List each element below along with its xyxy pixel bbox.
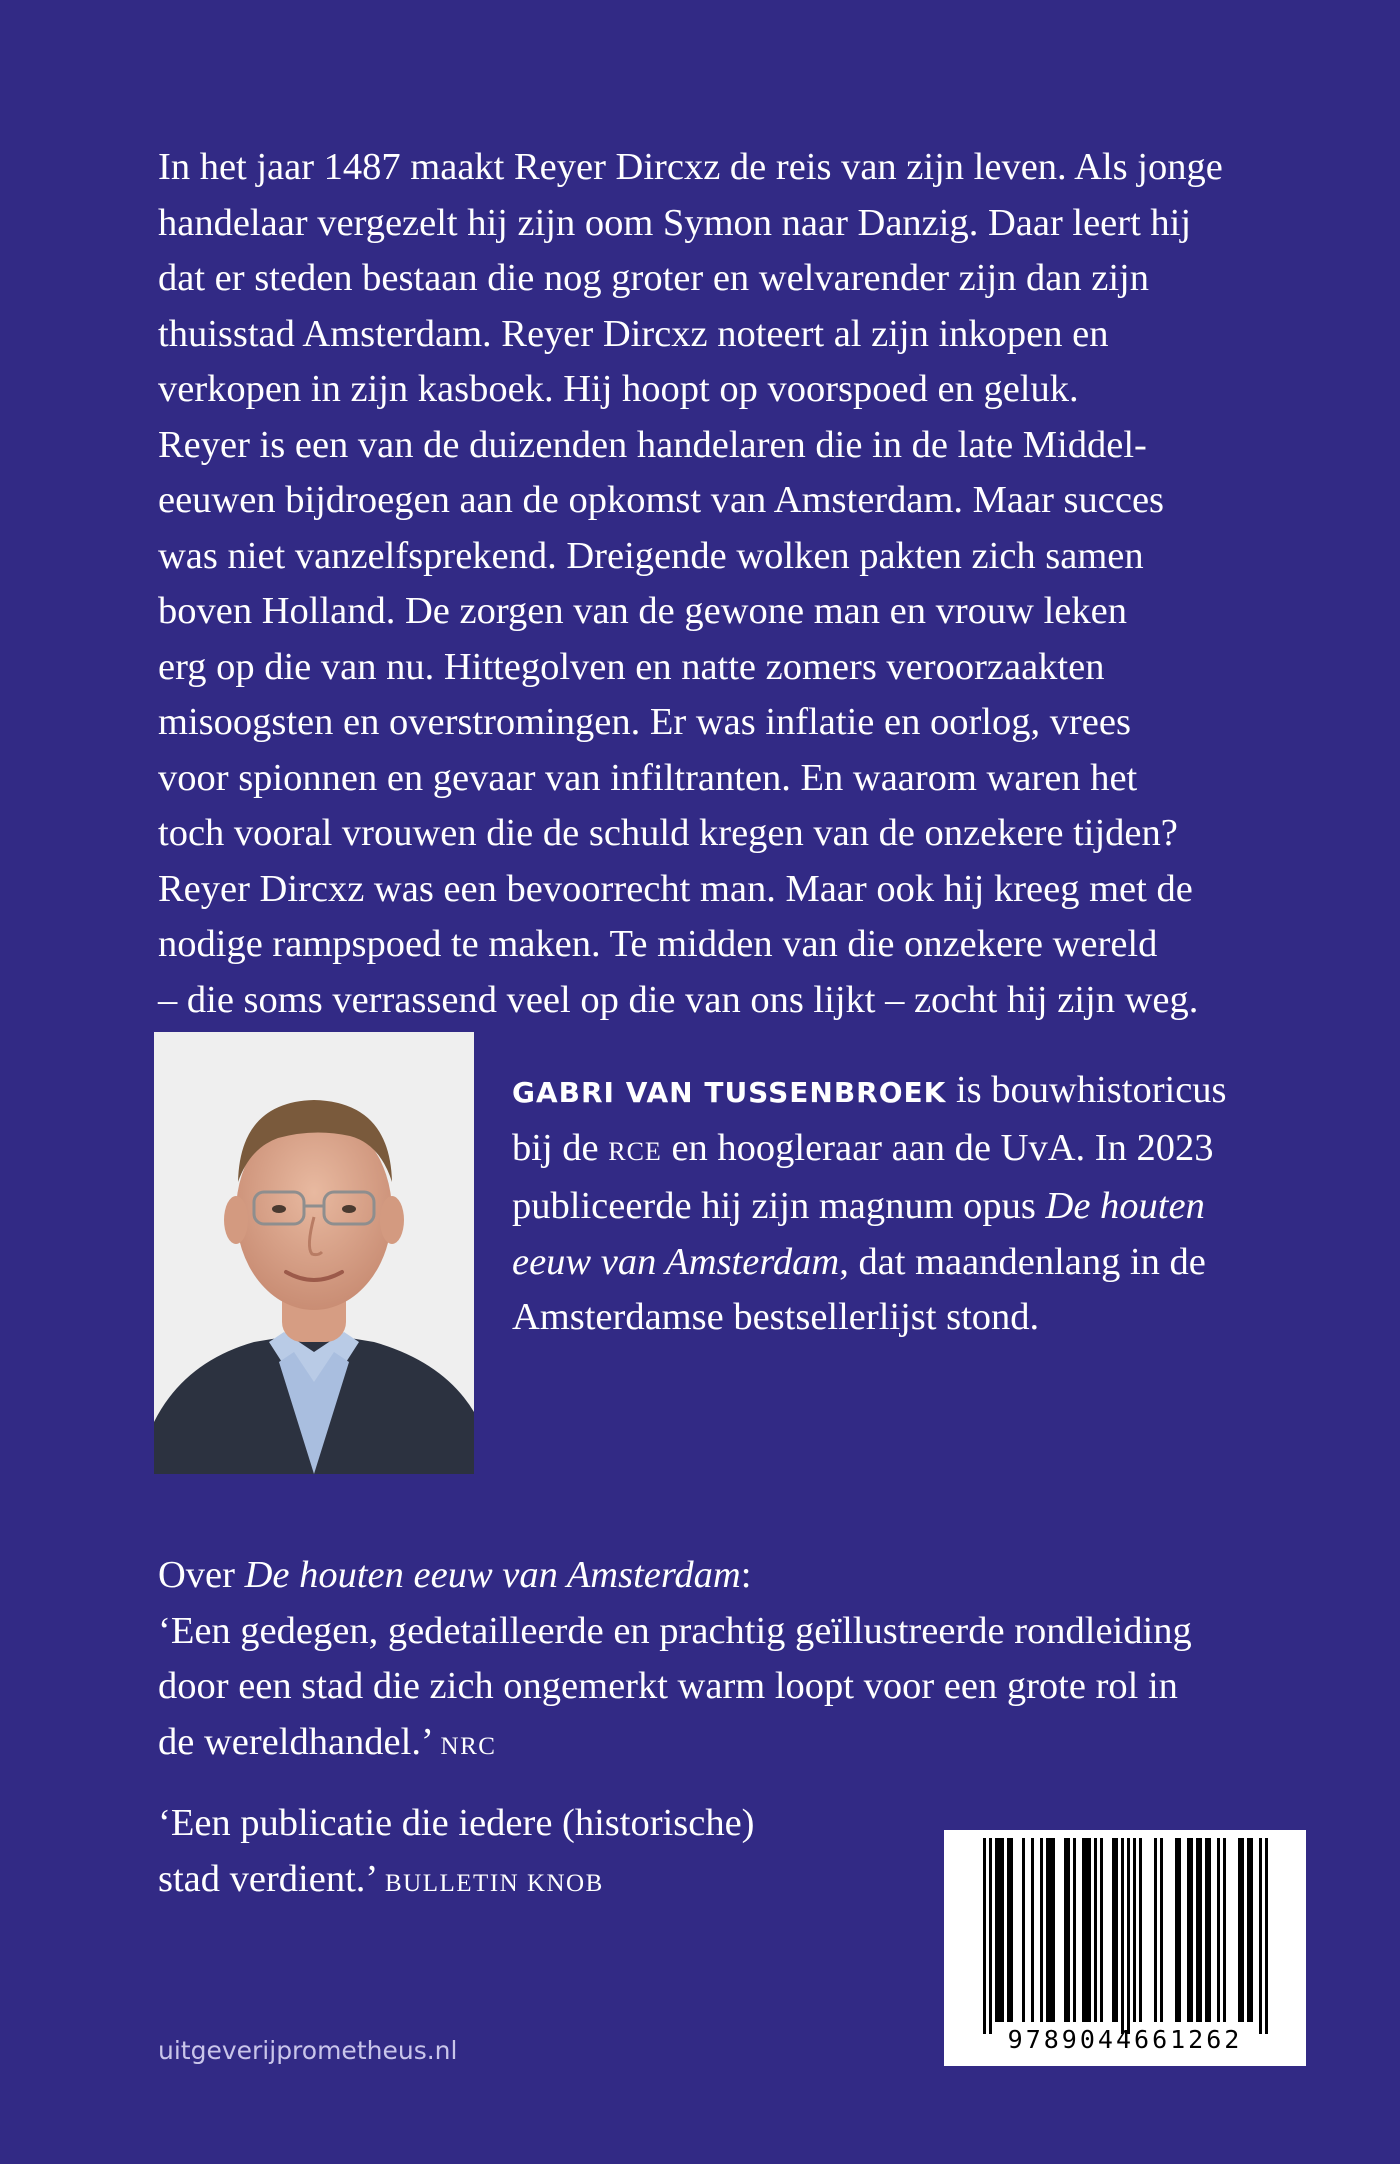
- blurb-line: boven Holland. De zorgen van de gewone man en vrouw leken: [158, 590, 1127, 632]
- barcode-bar: [1046, 1838, 1049, 2022]
- author-name: GABRI VAN TUSSENBROEK: [512, 1076, 947, 1109]
- bio-line: [512, 1235, 1332, 1291]
- quote-line: ‘Een publicatie die iedere (historische): [158, 1802, 755, 1844]
- barcode-bar: [1127, 1838, 1130, 2034]
- blurb-line: Reyer Dircxz was een bevoorrecht man. Maar ook hij kreeg met de: [158, 867, 1193, 910]
- barcode-bar: [1121, 1838, 1124, 2034]
- blurb-line: handelaar vergezelt hij zijn oom Symon naar Danzig. Daar leert hij: [158, 201, 1192, 244]
- quote-source: BULLETIN KNOB: [385, 1869, 604, 1897]
- barcode-bar: [995, 1838, 998, 2022]
- barcode-bar: [1115, 1838, 1118, 2022]
- barcode-bar: [1052, 1838, 1055, 2022]
- barcode-bar: [1199, 1838, 1202, 2022]
- bio-line: [512, 1063, 1332, 1121]
- barcode-bar: [1175, 1838, 1178, 2022]
- quote-spacer: [158, 1774, 1338, 1796]
- isbn-number: 9789044661262: [1007, 2025, 1243, 2054]
- blurb-line: toch vooral vrouwen die de schuld kregen van de onzekere tijden?: [158, 812, 1178, 854]
- quote-line: [158, 1715, 1338, 1775]
- barcode-bar: [1196, 1838, 1199, 2022]
- blurb-text: [158, 140, 1298, 1028]
- quote-line: door een stad die zich ongemerkt warm loopt voor een grote rol in: [158, 1665, 1178, 1707]
- barcode-bar: [1238, 1838, 1241, 2022]
- blurb-line: misoogsten en overstromingen. Er was inflatie en oorlog, vrees: [158, 701, 1131, 743]
- blurb-line: was niet vanzelfsprekend. Dreigende wolken pakten zich samen: [158, 534, 1144, 577]
- barcode-bar: [1049, 1838, 1052, 2022]
- blurb-line: Reyer is een van de duizenden handelaren die in de late Middel-: [158, 423, 1147, 466]
- barcode-bar: [1085, 1838, 1088, 2022]
- barcode-bar: [1259, 1838, 1262, 2034]
- isbn-barcode: [944, 1830, 1306, 2066]
- author-photo: [154, 1032, 474, 1474]
- barcode-bar: [1007, 1838, 1010, 2022]
- barcode-bar: [1001, 1838, 1004, 2022]
- blurb-line: nodige rampspoed te maken. Te midden van die onzekere wereld: [158, 923, 1158, 965]
- bio-line: [512, 1179, 1332, 1235]
- reviews-intro: [158, 1548, 1338, 1604]
- barcode-bar: [1022, 1838, 1025, 2022]
- barcode-bar: [1241, 1838, 1244, 2022]
- barcode-bar: [1133, 1838, 1136, 2022]
- barcode-bar: [1223, 1838, 1226, 2022]
- book-title: eeuw van Amsterdam: [512, 1240, 840, 1283]
- book-title: De houten: [1045, 1185, 1205, 1227]
- quote-text: stad verdient.’: [158, 1857, 385, 1900]
- bio-text: publiceerde hij zijn magnum opus: [512, 1185, 1046, 1227]
- blurb-line: thuisstad Amsterdam. Reyer Dircxz noteert al zijn inkopen en: [158, 312, 1109, 355]
- bio-text: en hoogleraar aan de UvA. In 2023: [661, 1126, 1214, 1169]
- barcode-bar: [1154, 1838, 1157, 2022]
- bio-text: , dat maandenlang in de: [839, 1240, 1206, 1283]
- publisher-website[interactable]: uitgeverijprometheus.nl: [158, 2036, 458, 2065]
- barcode-bar: [1040, 1838, 1043, 2022]
- bio-text: is bouwhistoricus: [946, 1069, 1227, 1111]
- quote-line: ‘Een gedegen, gedetailleerde en prachtig geïllustreerde rondleiding: [158, 1609, 1192, 1652]
- barcode-bar: [983, 1838, 986, 2034]
- barcode-bar: [1190, 1838, 1193, 2022]
- quote-text: de wereldhandel.’: [158, 1720, 441, 1763]
- barcode-bar: [1250, 1838, 1253, 2022]
- barcode-bar: [998, 1838, 1001, 2022]
- blurb-line: dat er steden bestaan die nog groter en welvarender zijn dan zijn: [158, 257, 1149, 299]
- blurb-line: erg op die van nu. Hittegolven en natte zomers veroorzaakten: [158, 645, 1105, 688]
- barcode-bar: [1112, 1838, 1115, 2022]
- barcode-bar: [1160, 1838, 1163, 2022]
- barcode-bar: [1088, 1838, 1091, 2022]
- barcode-bar: [1100, 1838, 1103, 2022]
- barcode-bar: [1073, 1838, 1076, 2022]
- author-portrait-illustration: [154, 1032, 474, 1474]
- blurb-line: In het jaar 1487 maakt Reyer Dircxz de reis van zijn leven. Als jonge: [158, 146, 1223, 188]
- barcode-bar: [1064, 1838, 1067, 2022]
- barcode-bar: [989, 1838, 992, 2034]
- barcode-bar: [1067, 1838, 1070, 2022]
- bio-line: [512, 1121, 1332, 1180]
- bio-text: bij de: [512, 1126, 609, 1169]
- barcode-bar: [1247, 1838, 1250, 2022]
- blurb-line: eeuwen bijdroegen aan de opkomst van Amsterdam. Maar succes: [158, 479, 1165, 521]
- quote-source: NRC: [440, 1732, 497, 1760]
- barcode-bar: [1139, 1838, 1142, 2022]
- barcode-bar: [1205, 1838, 1208, 2022]
- barcode-bar: [1265, 1838, 1268, 2034]
- reviewed-book-title: De houten eeuw van Amsterdam: [244, 1554, 741, 1596]
- barcode-bar: [1187, 1838, 1190, 2022]
- barcode-bar: [1217, 1838, 1220, 2022]
- author-bio: [512, 1063, 1332, 1346]
- barcode-bar: [1031, 1838, 1034, 2022]
- barcode-bar: [1094, 1838, 1097, 2022]
- barcode-bar: [1178, 1838, 1181, 2022]
- bio-line: Amsterdamse bestsellerlijst stond.: [512, 1296, 1040, 1338]
- blurb-line: voor spionnen en gevaar van infiltranten. En waarom waren het: [158, 756, 1138, 799]
- barcode-bar: [1208, 1838, 1211, 2022]
- organization-abbr: RCE: [608, 1136, 662, 1166]
- reviews-intro-text: Over: [158, 1554, 245, 1596]
- reviews-intro-text: :: [740, 1554, 752, 1596]
- blurb-line: verkopen in zijn kasboek. Hij hoopt op voorspoed en geluk.: [158, 368, 1079, 410]
- blurb-line: – die soms verrassend veel op die van ons lijkt – zocht hij zijn weg.: [158, 978, 1199, 1021]
- barcode-bar: [1010, 1838, 1013, 2022]
- barcode-bar: [1082, 1838, 1085, 2022]
